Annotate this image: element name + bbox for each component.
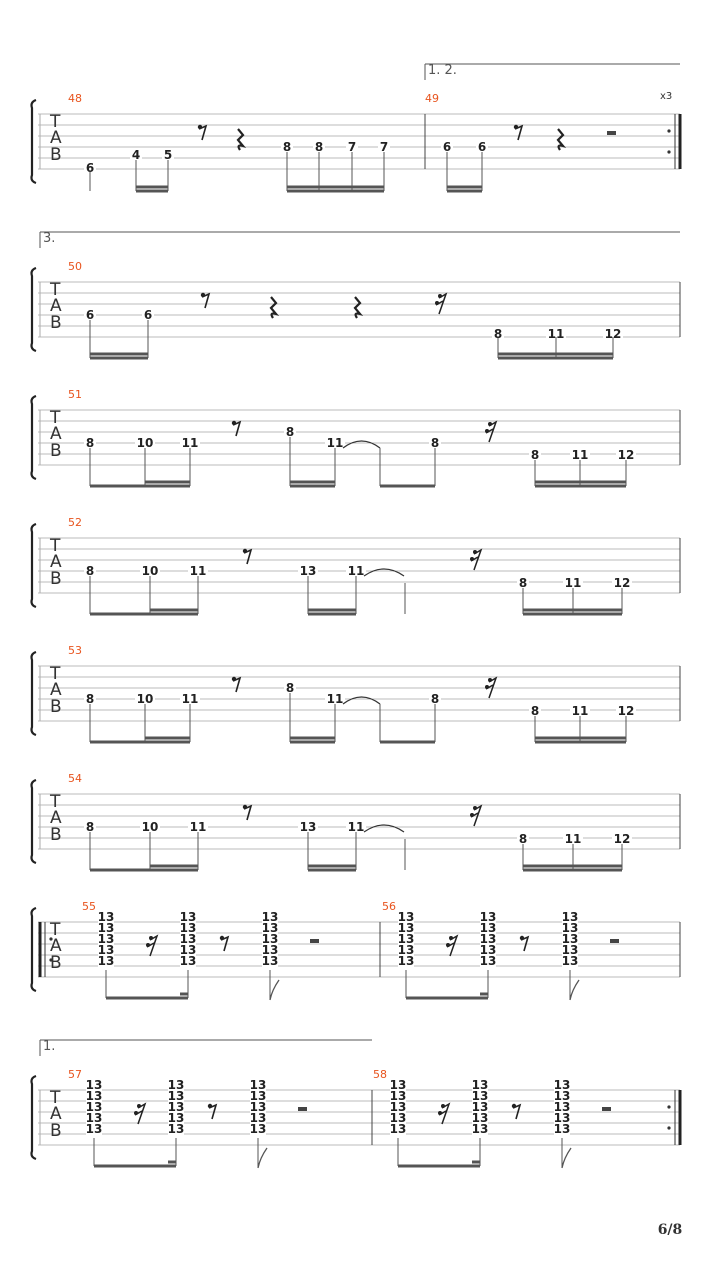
chord-fret-number: 13 — [397, 954, 415, 968]
beam — [498, 357, 613, 360]
chord-fret-number: 13 — [397, 921, 415, 935]
measure-number: 51 — [68, 388, 82, 401]
chord-fret-number: 13 — [179, 910, 197, 924]
half-rest — [298, 1107, 307, 1111]
fret-number: 11 — [571, 448, 589, 462]
chord-fret-number: 13 — [249, 1089, 267, 1103]
chord-fret-number: 13 — [179, 954, 197, 968]
chord-fret-number: 13 — [179, 943, 197, 957]
tab-clef-a: A — [50, 1104, 62, 1124]
fret-number: 11 — [347, 564, 365, 578]
beam — [290, 741, 335, 744]
beam — [90, 353, 148, 356]
chord-fret-number: 13 — [167, 1111, 185, 1125]
tie — [364, 569, 404, 576]
chord-fret-number: 13 — [249, 1111, 267, 1125]
chord-fret-number: 13 — [389, 1089, 407, 1103]
chord-fret-number: 13 — [389, 1111, 407, 1125]
half-rest — [607, 131, 616, 135]
tab-staff — [32, 396, 681, 479]
fret-number: 7 — [347, 140, 357, 154]
measure-number: 53 — [68, 644, 82, 657]
beam — [90, 613, 198, 616]
chord-fret-number: 13 — [261, 921, 279, 935]
beam — [535, 481, 626, 484]
fret-number: 8 — [85, 564, 95, 578]
eighth-flag — [270, 980, 279, 1000]
rest-flag — [244, 550, 251, 564]
rest-flag — [147, 936, 157, 956]
system-bracket — [32, 396, 37, 479]
chord-fret-number: 13 — [97, 954, 115, 968]
chord-fret-number: 13 — [397, 910, 415, 924]
measure-number: 50 — [68, 260, 82, 273]
chord-fret-number: 13 — [479, 954, 497, 968]
chord-fret-number: 13 — [249, 1078, 267, 1092]
fret-number: 12 — [617, 448, 635, 462]
beam — [90, 741, 190, 744]
tab-staff — [32, 1076, 681, 1159]
fret-number: 10 — [141, 820, 159, 834]
fret-number: 8 — [85, 436, 95, 450]
tab-clef-a: A — [50, 128, 62, 148]
beam — [90, 485, 190, 488]
fret-number: 8 — [282, 140, 292, 154]
fret-number: 11 — [326, 436, 344, 450]
chord-fret-number: 13 — [85, 1122, 103, 1136]
beam — [535, 737, 626, 740]
beam — [523, 869, 622, 872]
fret-number: 8 — [85, 692, 95, 706]
rest-flag — [135, 1104, 145, 1124]
chord-fret-number: 13 — [85, 1111, 103, 1125]
eighth-rest — [514, 125, 522, 140]
fret-number: 8 — [285, 425, 295, 439]
tab-clef-b: B — [50, 441, 62, 461]
chord-fret-number: 13 — [553, 1111, 571, 1125]
sixteenth-rest — [134, 1104, 145, 1124]
measure-number: 48 — [68, 92, 82, 105]
system-bracket — [32, 524, 37, 607]
eighth-rest — [243, 805, 251, 820]
tab-clef-t: T — [50, 1088, 61, 1108]
fret-number: 11 — [189, 564, 207, 578]
fret-number: 6 — [85, 161, 95, 175]
fret-number: 4 — [131, 148, 141, 162]
beam — [290, 481, 335, 484]
chord-fret-number: 13 — [179, 921, 197, 935]
tab-clef-t: T — [50, 112, 61, 132]
beam — [498, 353, 613, 356]
beam — [308, 609, 356, 612]
fret-number: 12 — [604, 327, 622, 341]
tab-clef-a: A — [50, 680, 62, 700]
chord-fret-number: 13 — [561, 943, 579, 957]
sixteenth-rest — [438, 1104, 449, 1124]
repeat-dot — [667, 1126, 670, 1129]
chord-fret-number: 13 — [561, 954, 579, 968]
beam — [290, 737, 335, 740]
beam — [535, 741, 626, 744]
chord-fret-number: 13 — [471, 1122, 489, 1136]
eighth-flag — [570, 980, 579, 1000]
tab-clef-t: T — [50, 280, 61, 300]
rest-flag — [244, 806, 251, 820]
chord-fret-number: 13 — [97, 910, 115, 924]
fret-number: 11 — [571, 704, 589, 718]
fret-number: 10 — [136, 436, 154, 450]
eighth-flag — [562, 1148, 571, 1168]
chord-fret-number: 13 — [167, 1078, 185, 1092]
eighth-rest — [512, 1104, 520, 1119]
half-rest — [310, 939, 319, 943]
rest-flag — [233, 422, 240, 436]
eighth-flag — [258, 1148, 267, 1168]
system-bracket — [32, 100, 37, 183]
chord-fret-number: 13 — [471, 1089, 489, 1103]
beam — [90, 869, 198, 872]
system-bracket — [32, 652, 37, 735]
fret-number: 13 — [299, 820, 317, 834]
beam — [523, 609, 622, 612]
fret-number: 8 — [430, 692, 440, 706]
repeat-dot — [667, 150, 670, 153]
tab-clef-b: B — [50, 569, 62, 589]
rest-flag — [199, 126, 206, 140]
fret-number: 8 — [493, 327, 503, 341]
chord-fret-number: 13 — [261, 943, 279, 957]
eighth-rest — [220, 936, 228, 951]
eighth-rest — [201, 293, 209, 308]
measure-number: 52 — [68, 516, 82, 529]
volta-label: 1. 2. — [428, 63, 457, 78]
tab-clef-b: B — [50, 697, 62, 717]
chord-fret-number: 13 — [561, 921, 579, 935]
tie — [343, 441, 380, 448]
tab-clef-a: A — [50, 296, 62, 316]
beam — [308, 613, 356, 616]
beam — [145, 481, 190, 484]
chord-fret-number: 13 — [167, 1089, 185, 1103]
beam — [447, 186, 482, 189]
chord-fret-number: 13 — [479, 943, 497, 957]
beam — [535, 485, 626, 488]
chord-fret-number: 13 — [261, 910, 279, 924]
chord-fret-number: 13 — [471, 1111, 489, 1125]
tab-clef-b: B — [50, 145, 62, 165]
fret-number: 8 — [518, 576, 528, 590]
beam — [447, 190, 482, 193]
chord-fret-number: 13 — [479, 921, 497, 935]
beam — [90, 357, 148, 360]
beam — [308, 869, 356, 872]
tab-clef-t: T — [50, 408, 61, 428]
beam — [136, 190, 168, 193]
fret-number: 11 — [564, 576, 582, 590]
beam — [406, 997, 488, 1000]
chord-fret-number: 13 — [249, 1122, 267, 1136]
fret-number: 13 — [299, 564, 317, 578]
beam-stub — [180, 993, 188, 996]
measure-number: 55 — [82, 900, 96, 913]
chord-fret-number: 13 — [85, 1100, 103, 1114]
beam — [94, 1165, 176, 1168]
fret-number: 7 — [379, 140, 389, 154]
beam — [398, 1165, 480, 1168]
fret-number: 11 — [181, 692, 199, 706]
chord-fret-number: 13 — [561, 932, 579, 946]
chord-fret-number: 13 — [389, 1078, 407, 1092]
fret-number: 11 — [181, 436, 199, 450]
eighth-rest — [243, 549, 251, 564]
eighth-rest — [208, 1104, 216, 1119]
eighth-rest — [198, 125, 206, 140]
tab-clef-t: T — [50, 536, 61, 556]
half-rest — [602, 1107, 611, 1111]
fret-number: 5 — [163, 148, 173, 162]
chord-fret-number: 13 — [471, 1100, 489, 1114]
beam — [150, 865, 198, 868]
beam — [308, 865, 356, 868]
rest-flag — [515, 126, 522, 140]
fret-number: 6 — [442, 140, 452, 154]
fret-number: 8 — [285, 681, 295, 695]
rest-flag — [233, 678, 240, 692]
half-rest — [610, 939, 619, 943]
rest-flag — [439, 1104, 449, 1124]
chord-fret-number: 13 — [179, 932, 197, 946]
chord-fret-number: 13 — [97, 932, 115, 946]
chord-fret-number: 13 — [553, 1100, 571, 1114]
beam — [150, 609, 198, 612]
fret-number: 11 — [564, 832, 582, 846]
volta-label: 3. — [43, 231, 56, 246]
fret-number: 8 — [518, 832, 528, 846]
chord-fret-number: 13 — [397, 932, 415, 946]
system-bracket — [32, 268, 37, 351]
fret-number: 6 — [85, 308, 95, 322]
chord-fret-number: 13 — [561, 910, 579, 924]
repeat-dot — [667, 129, 670, 132]
tab-staff — [32, 652, 681, 735]
fret-number: 8 — [530, 704, 540, 718]
chord-fret-number: 13 — [479, 932, 497, 946]
chord-fret-number: 13 — [553, 1078, 571, 1092]
chord-fret-number: 13 — [167, 1122, 185, 1136]
eighth-rest — [232, 677, 240, 692]
measure-number: 57 — [68, 1068, 82, 1081]
tab-clef-b: B — [50, 953, 62, 973]
beam — [287, 186, 384, 189]
beam — [380, 741, 435, 744]
beam — [523, 865, 622, 868]
beam — [290, 485, 335, 488]
chord-fret-number: 13 — [261, 954, 279, 968]
tab-clef-b: B — [50, 1121, 62, 1141]
chord-fret-number: 13 — [389, 1122, 407, 1136]
beam — [287, 190, 384, 193]
tab-clef-b: B — [50, 313, 62, 333]
chord-fret-number: 13 — [249, 1100, 267, 1114]
beam — [106, 997, 188, 1000]
tie — [343, 697, 380, 704]
chord-fret-number: 13 — [479, 910, 497, 924]
rest-flag — [202, 294, 209, 308]
fret-number: 11 — [347, 820, 365, 834]
measure-number: 49 — [425, 92, 439, 105]
chord-fret-number: 13 — [553, 1122, 571, 1136]
eighth-rest — [232, 421, 240, 436]
tab-clef-t: T — [50, 792, 61, 812]
sixteenth-rest — [446, 936, 457, 956]
system-bracket — [32, 780, 37, 863]
system-bracket — [32, 1076, 37, 1159]
measure-number: 54 — [68, 772, 82, 785]
measure-number: 58 — [373, 1068, 387, 1081]
repeat-count-label: x3 — [660, 91, 673, 102]
beam — [145, 737, 190, 740]
fret-number: 6 — [143, 308, 153, 322]
fret-number: 8 — [530, 448, 540, 462]
beam-stub — [168, 1161, 176, 1164]
system-bracket — [32, 908, 37, 991]
tab-staff — [32, 908, 681, 991]
fret-number: 8 — [314, 140, 324, 154]
fret-number: 6 — [477, 140, 487, 154]
chord-fret-number: 13 — [97, 921, 115, 935]
volta-label: 1. — [43, 1039, 56, 1054]
eighth-rest — [520, 936, 528, 951]
tab-clef-a: A — [50, 808, 62, 828]
tab-clef-b: B — [50, 825, 62, 845]
chord-fret-number: 13 — [85, 1089, 103, 1103]
chord-fret-number: 13 — [167, 1100, 185, 1114]
chord-fret-number: 13 — [553, 1089, 571, 1103]
fret-number: 10 — [136, 692, 154, 706]
fret-number: 11 — [189, 820, 207, 834]
chord-fret-number: 13 — [397, 943, 415, 957]
beam-stub — [480, 993, 488, 996]
fret-number: 8 — [85, 820, 95, 834]
chord-fret-number: 13 — [471, 1078, 489, 1092]
fret-number: 12 — [613, 576, 631, 590]
fret-number: 12 — [617, 704, 635, 718]
fret-number: 8 — [430, 436, 440, 450]
measure-number: 56 — [382, 900, 396, 913]
chord-fret-number: 13 — [389, 1100, 407, 1114]
tab-clef-a: A — [50, 424, 62, 444]
beam — [523, 613, 622, 616]
page-number: 6/8 — [657, 1222, 683, 1238]
tab-clef-t: T — [50, 920, 61, 940]
repeat-dot — [667, 1105, 670, 1108]
fret-number: 11 — [547, 327, 565, 341]
fret-number: 11 — [326, 692, 344, 706]
tab-clef-t: T — [50, 664, 61, 684]
tie — [364, 825, 404, 832]
chord-fret-number: 13 — [85, 1078, 103, 1092]
sixteenth-rest — [146, 936, 157, 956]
chord-fret-number: 13 — [97, 943, 115, 957]
tab-clef-a: A — [50, 936, 62, 956]
beam-stub — [472, 1161, 480, 1164]
fret-number: 10 — [141, 564, 159, 578]
fret-number: 12 — [613, 832, 631, 846]
rest-flag — [447, 936, 457, 956]
chord-fret-number: 13 — [261, 932, 279, 946]
beam — [136, 186, 168, 189]
beam — [380, 485, 435, 488]
tab-clef-a: A — [50, 552, 62, 572]
